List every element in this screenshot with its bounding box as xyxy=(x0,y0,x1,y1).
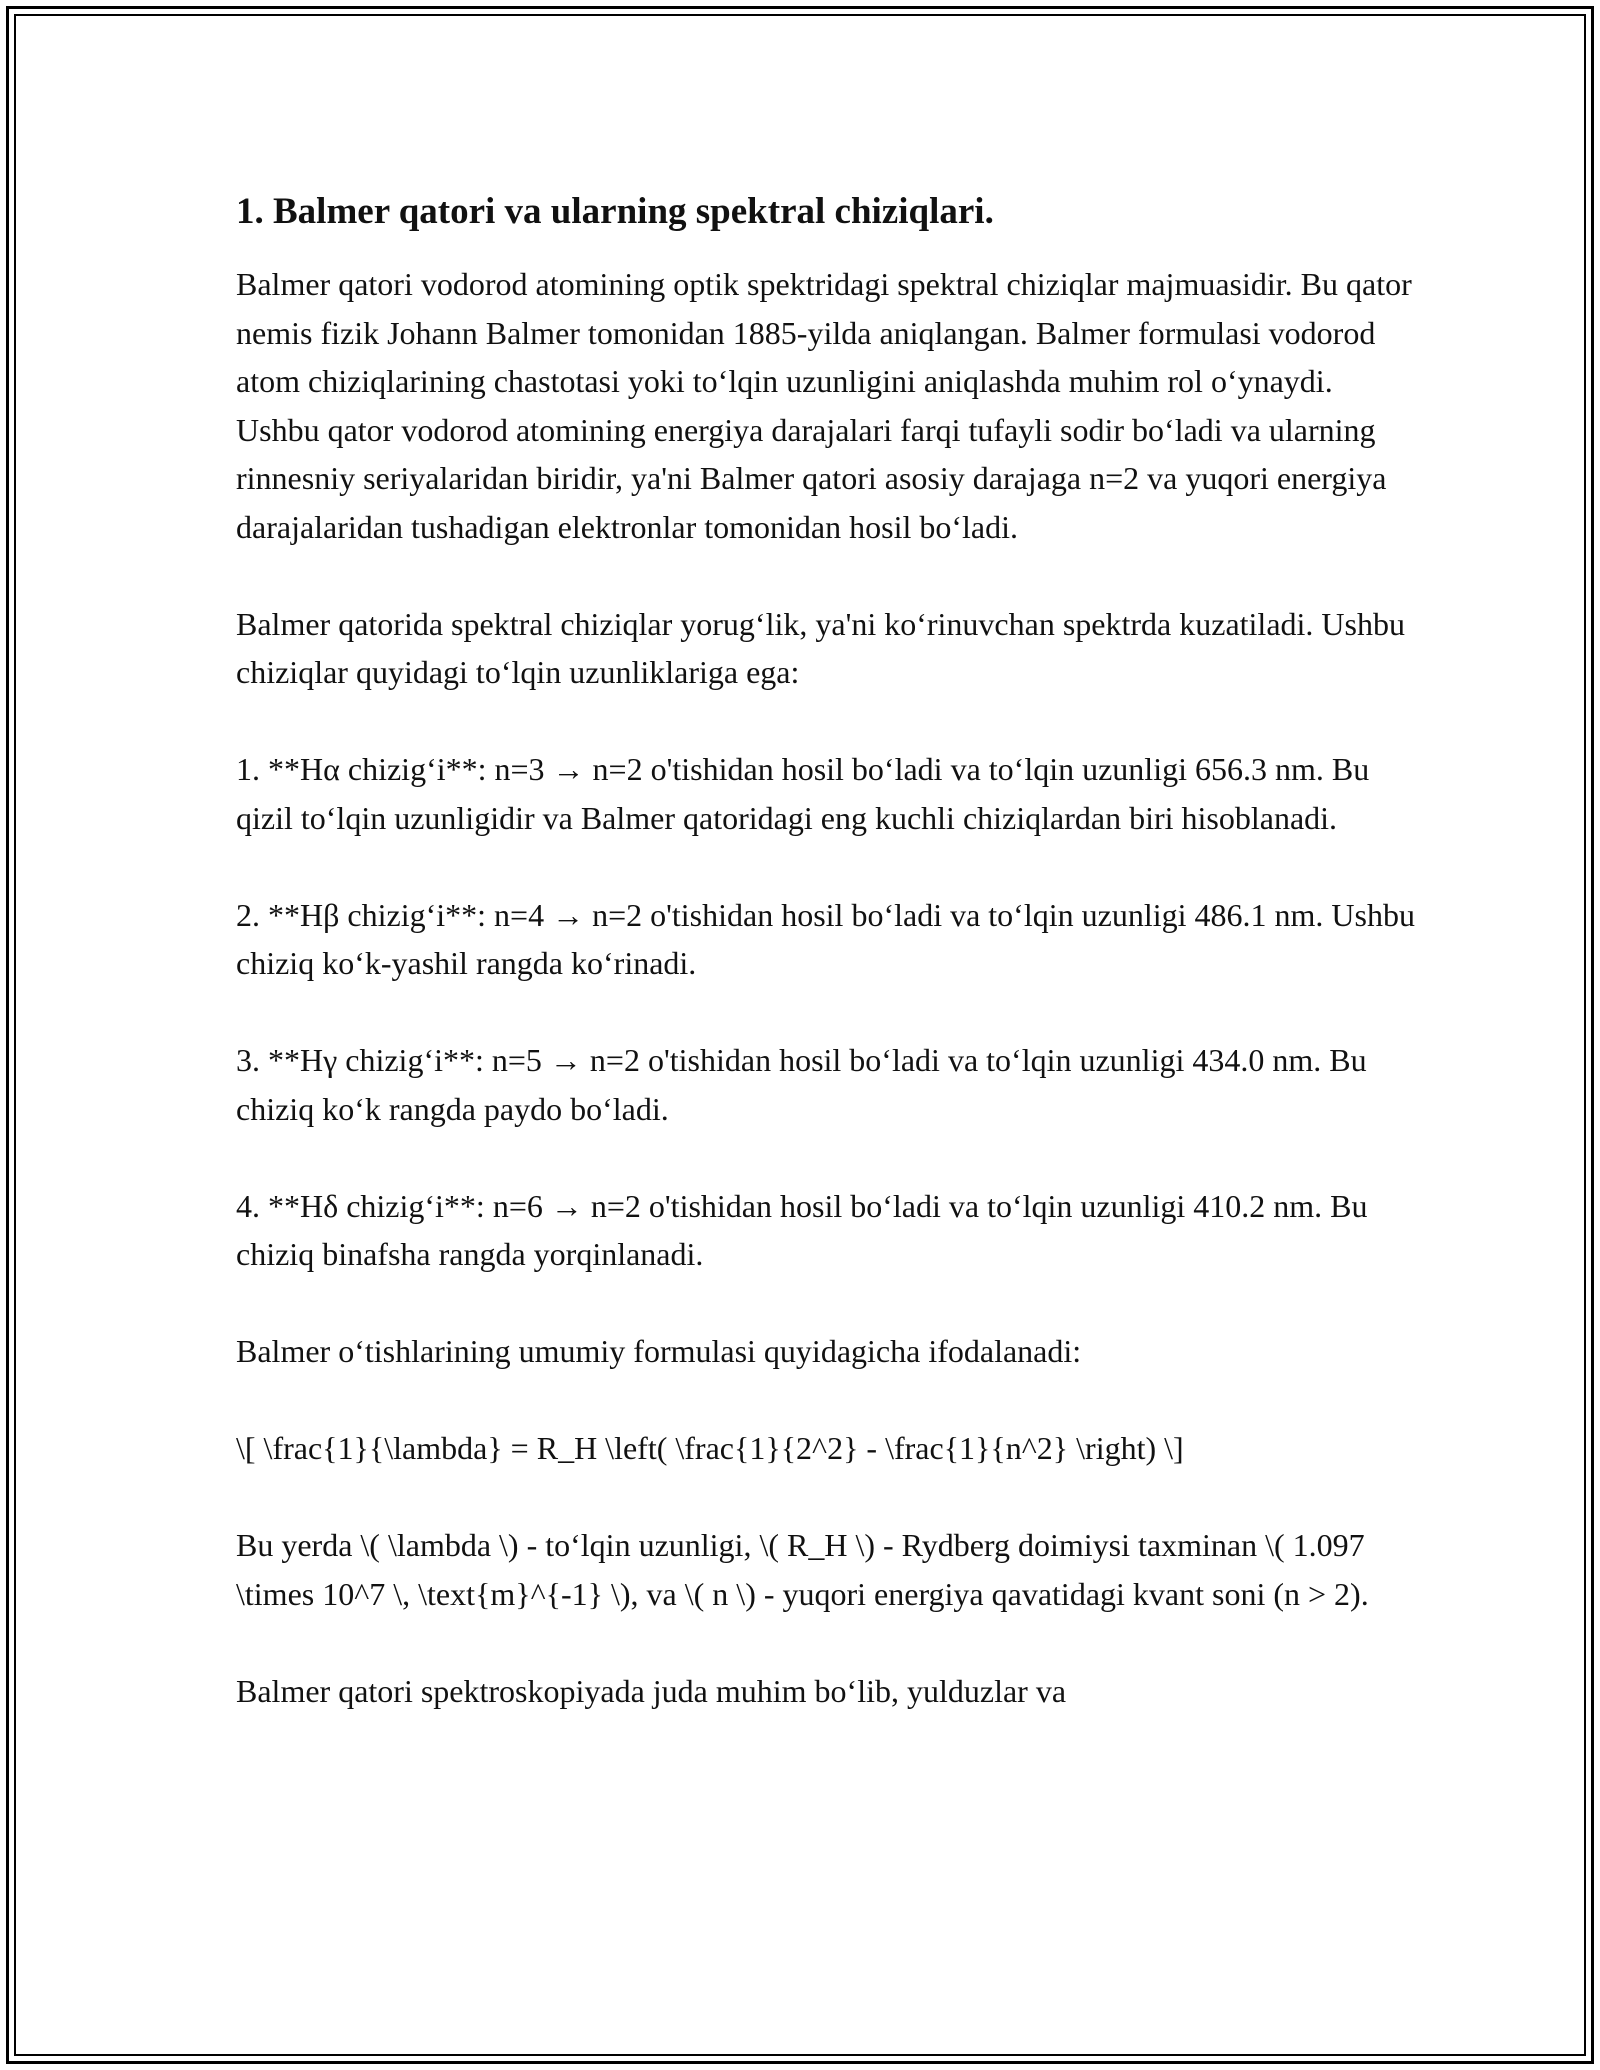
formula-balmer: \[ \frac{1}{\lambda} = R_H \left( \frac{1}{2^2} - \frac{1}{n^2} \right) \] xyxy=(236,1430,1184,1466)
paragraph-formula-intro: Balmer o‘tishlarining umumiy formulasi quyidagicha ifodalanadi: xyxy=(236,1333,1082,1369)
list-item-h-gamma: 3. **Hγ chizig‘i**: n=5 → n=2 o'tishidan hosil bo‘ladi va to‘lqin uzunligi 434.0 nm. Bu chiziq ko‘k rangda paydo bo‘ladi. xyxy=(236,1042,1367,1127)
section-heading: 1. Balmer qatori va ularning spektral chiziqlari. xyxy=(236,191,994,232)
paragraph-intro: Balmer qatori vodorod atomining optik spektridagi spektral chiziqlar majmuasidir. Bu qator nemis fizik Johann Balmer tomonidan 1885-yilda aniqlangan. Balmer formulasi vodorod atom chiziqlarining chastotasi yoki to‘lqin uzunligini aniqlashda muhim rol o‘ynaydi. Ushbu qator vodorod atomining energiya darajalari farqi tufayli sodir bo‘ladi va ularning rinnesniy seriyalaridan biridir, ya'ni Balmer qatori asosiy darajaga n=2 va yuqori energiya darajalaridan tushadigan elektronlar tomonidan hosil bo‘ladi. xyxy=(236,266,1412,545)
list-item-h-beta: 2. **Hβ chizig‘i**: n=4 → n=2 o'tishidan hosil bo‘ladi va to‘lqin uzunligi 486.1 nm. Ushbu chiziq ko‘k-yashil rangda ko‘rinadi. xyxy=(236,896,1415,981)
paragraph-formula-explanation: Bu yerda \( \lambda \) - to‘lqin uzunligi, \( R_H \) - Rydberg doimiysi taxminan \( 1.097 \times 10^7 \, \text{m}^{-1} \), va \( n \) - yuqori energiya qavatidagi kvant soni (n > 2). xyxy=(236,1527,1369,1612)
paragraph-visible-spectrum: Balmer qatorida spektral chiziqlar yorug‘lik, ya'ni ko‘rinuvchan spektrda kuzatiladi. Ushbu chiziqlar quyidagi to‘lqin uzunliklariga ega: xyxy=(236,605,1405,690)
list-item-h-alpha: 1. **Hα chizig‘i**: n=3 → n=2 o'tishidan hosil bo‘ladi va to‘lqin uzunligi 656.3 nm. Bu qizil to‘lqin uzunligidir va Balmer qatoridagi eng kuchli chiziqlardan biri hisoblanadi. xyxy=(236,751,1370,836)
document-body xyxy=(236,188,1416,1715)
list-item-h-delta: 4. **Hδ chizig‘i**: n=6 → n=2 o'tishidan hosil bo‘ladi va to‘lqin uzunligi 410.2 nm. Bu chiziq binafsha rangda yorqinlanadi. xyxy=(236,1187,1368,1272)
paragraph-conclusion: Balmer qatori spektroskopiyada juda muhim bo‘lib, yulduzlar va xyxy=(236,1672,1067,1709)
